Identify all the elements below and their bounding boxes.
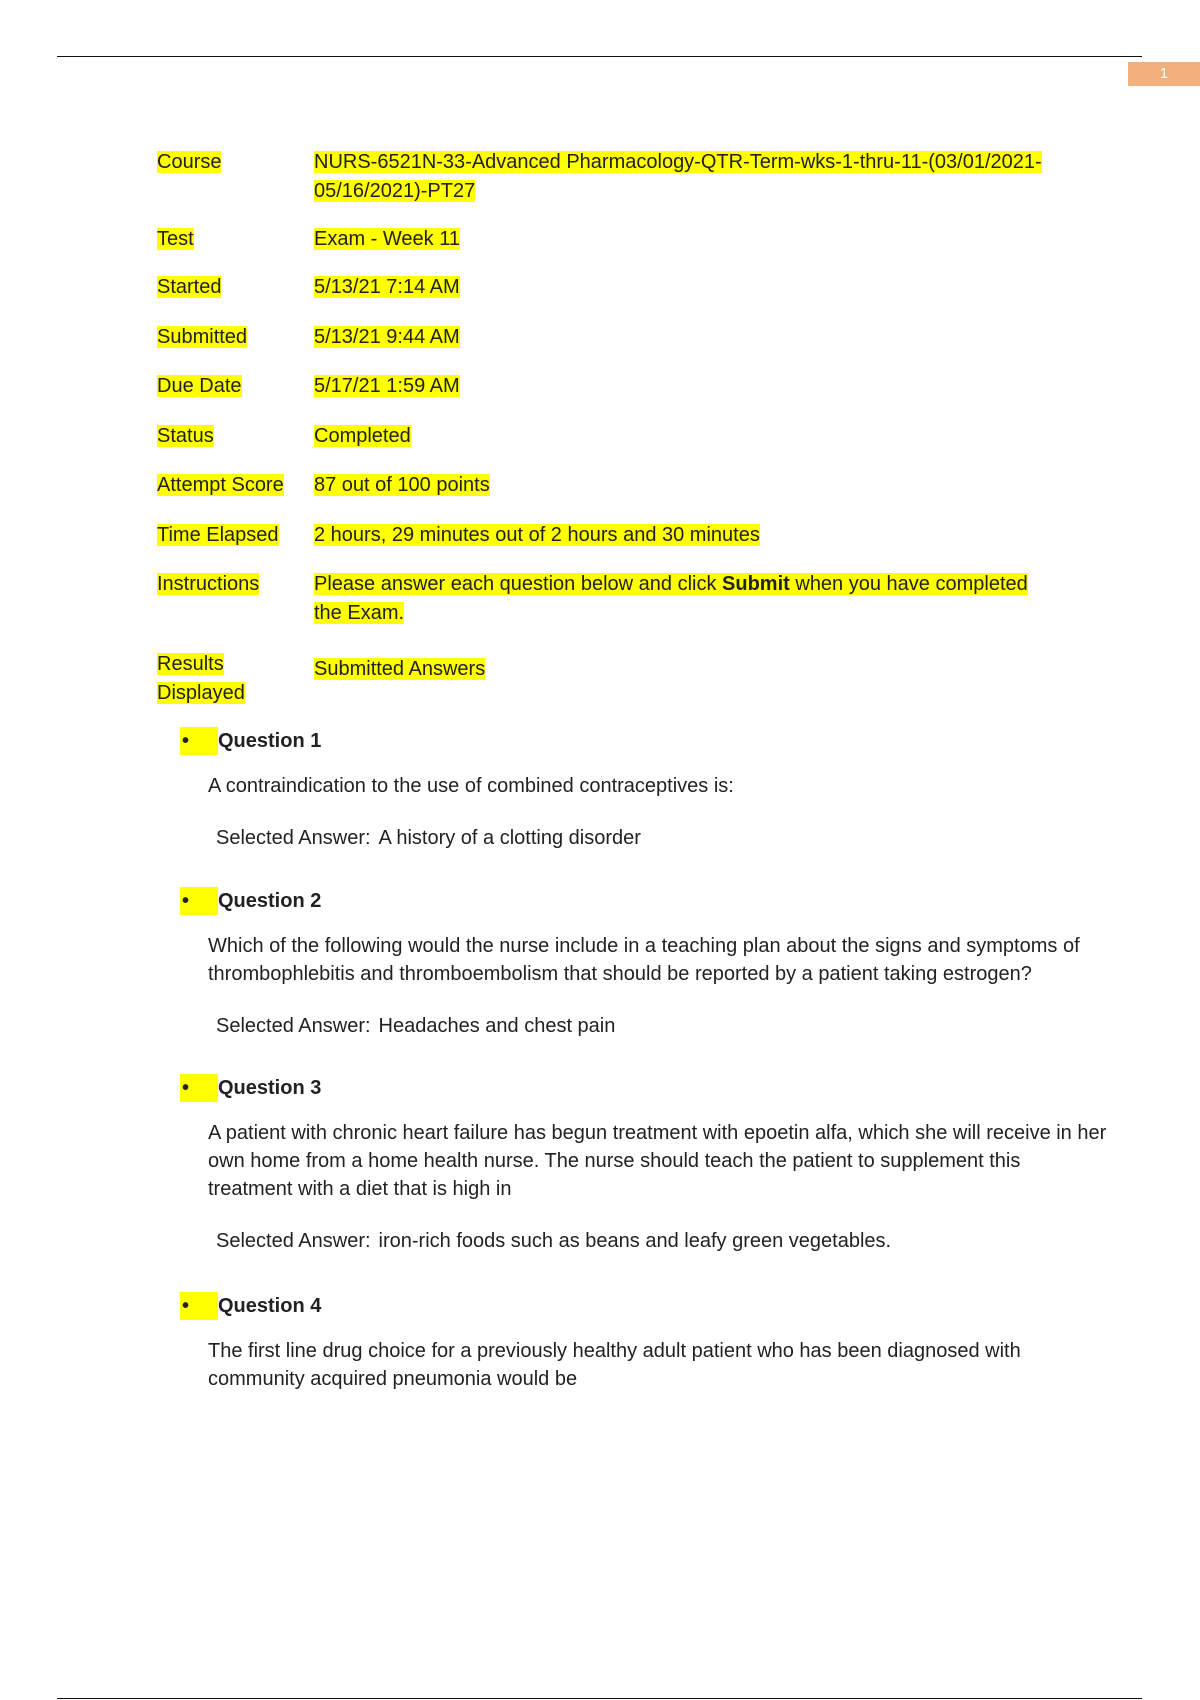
info-row-due-date xyxy=(157,372,1057,401)
selected-answer xyxy=(216,1227,1130,1255)
test-label: Test xyxy=(157,228,194,250)
question-block xyxy=(180,887,1130,1040)
time-elapsed-label: Time Elapsed xyxy=(157,524,279,546)
info-row-results-displayed xyxy=(157,650,1057,704)
exam-info-table xyxy=(157,148,1057,704)
question-block xyxy=(180,1292,1130,1393)
due-date-value: 5/17/21 1:59 AM xyxy=(314,375,460,397)
bullet: • xyxy=(180,1292,218,1320)
results-displayed-value: Submitted Answers xyxy=(314,658,486,680)
results-displayed-label: Results Displayed xyxy=(157,653,245,704)
question-block xyxy=(180,727,1130,852)
question-text: A patient with chronic heart failure has begun treatment with epoetin alfa, which she will receive in her own home from a home health nurse. The nurse should teach the patient to supplement this treatment with a diet that is high in xyxy=(208,1122,1107,1200)
question-title: Question 4 xyxy=(218,1295,322,1317)
page-number: 1 xyxy=(1128,62,1200,86)
question-heading xyxy=(180,1292,1130,1320)
header-rule xyxy=(57,56,1142,57)
info-row-started xyxy=(157,273,1057,302)
info-row-test xyxy=(157,225,1057,254)
question-heading xyxy=(180,727,1130,755)
question-heading xyxy=(180,1074,1130,1102)
status-label: Status xyxy=(157,425,214,447)
submitted-label: Submitted xyxy=(157,326,248,348)
info-row-instructions xyxy=(157,570,1057,628)
info-row-submitted xyxy=(157,323,1057,352)
selected-answer-value: A history of a clotting disorder xyxy=(378,827,641,849)
due-date-label: Due Date xyxy=(157,375,242,397)
question-text: Which of the following would the nurse include in a teaching plan about the signs and symptoms of thrombophlebitis and thromboembolism that should be reported by a patient taking estrogen? xyxy=(208,935,1080,985)
submitted-value: 5/13/21 9:44 AM xyxy=(314,326,460,348)
bullet: • xyxy=(180,887,218,915)
instructions-value: Please answer each question below and click Submit when you have completed the Exam. xyxy=(314,573,1028,624)
course-label: Course xyxy=(157,151,222,173)
selected-answer-label: Selected Answer: xyxy=(216,1015,371,1037)
time-elapsed-value: 2 hours, 29 minutes out of 2 hours and 30 minutes xyxy=(314,524,760,546)
selected-answer-value: iron-rich foods such as beans and leafy green vegetables. xyxy=(378,1230,892,1252)
question-title: Question 3 xyxy=(218,1077,322,1099)
attempt-score-label: Attempt Score xyxy=(157,474,284,496)
selected-answer xyxy=(216,1012,1130,1040)
question-text: A contraindication to the use of combined contraceptives is: xyxy=(208,775,734,797)
course-value: NURS-6521N-33-Advanced Pharmacology-QTR-Term-wks-1-thru-11-(03/01/2021-05/16/2021)-PT27 xyxy=(314,151,1042,202)
info-row-attempt-score xyxy=(157,471,1057,500)
selected-answer xyxy=(216,824,1130,852)
bullet: • xyxy=(180,1074,218,1102)
started-value: 5/13/21 7:14 AM xyxy=(314,276,460,298)
selected-answer-label: Selected Answer: xyxy=(216,1230,371,1252)
info-row-course xyxy=(157,148,1057,204)
question-heading xyxy=(180,887,1130,915)
question-title: Question 2 xyxy=(218,890,322,912)
question-text: The first line drug choice for a previously healthy adult patient who has been diagnosed with community acquired pneumonia would be xyxy=(208,1340,1021,1390)
info-row-time-elapsed xyxy=(157,521,1057,550)
test-value: Exam - Week 11 xyxy=(314,228,460,250)
selected-answer-label: Selected Answer: xyxy=(216,827,371,849)
question-block xyxy=(180,1074,1130,1255)
footer-rule xyxy=(57,1698,1142,1699)
bullet: • xyxy=(180,727,218,755)
attempt-score-value: 87 out of 100 points xyxy=(314,474,490,496)
selected-answer-value: Headaches and chest pain xyxy=(378,1015,616,1037)
status-value: Completed xyxy=(314,425,411,447)
info-row-status xyxy=(157,422,1057,451)
question-title: Question 1 xyxy=(218,730,322,752)
started-label: Started xyxy=(157,276,222,298)
instructions-label: Instructions xyxy=(157,573,260,595)
